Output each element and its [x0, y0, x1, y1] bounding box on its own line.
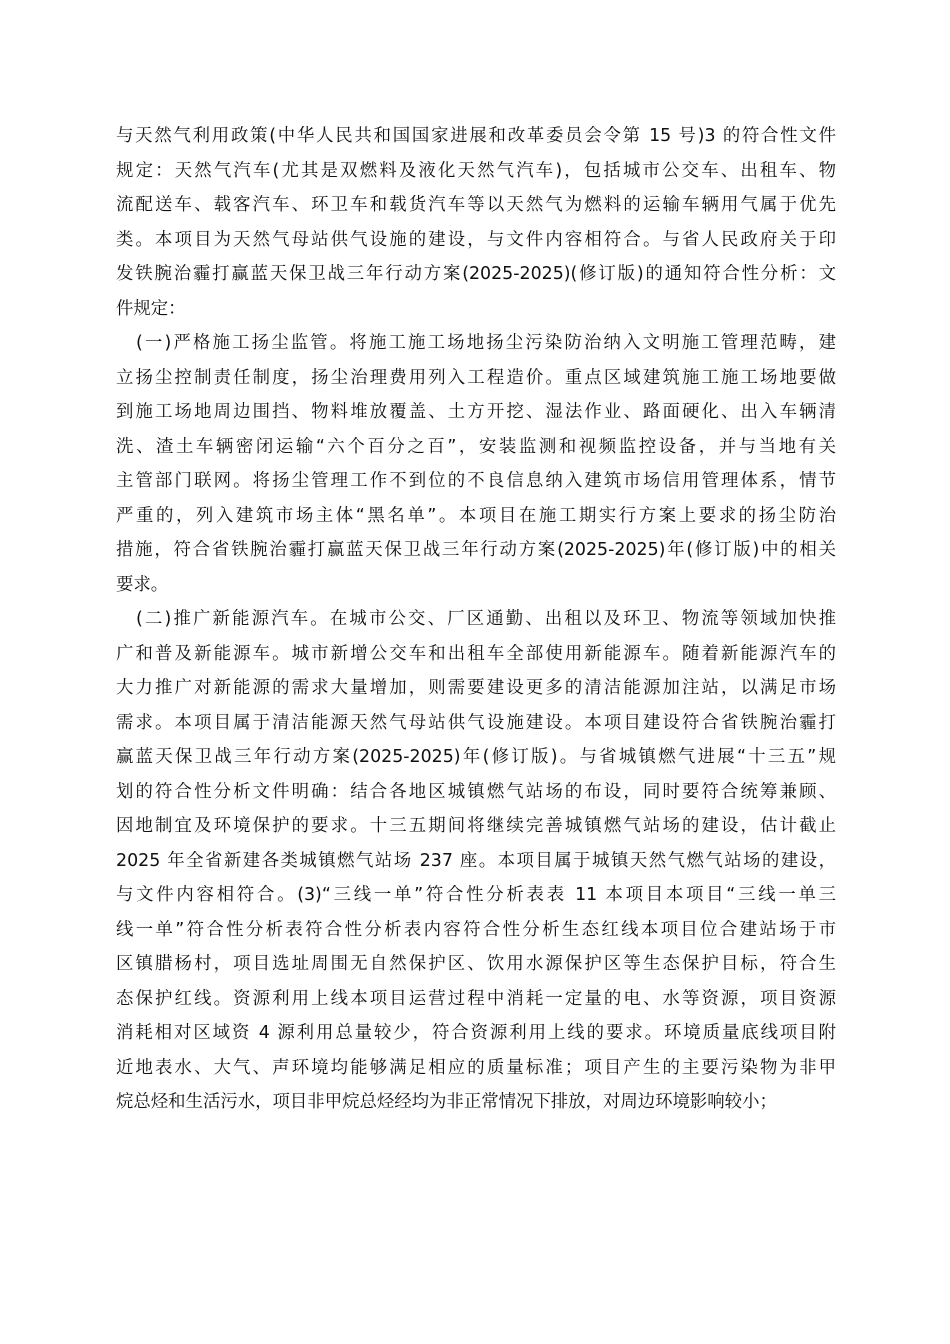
- text-line: 线一单”符合性分析表符合性分析表内容符合性分析生态红线本项目位合建站场于市: [116, 919, 836, 940]
- text-line: 赢蓝天保卫战三年行动方案(2025-2025)年(修订版)。与省城镇燃气进展“十三五”规: [116, 747, 836, 767]
- text-line: 区镇腊杨村，项目选址周围无自然保护区、饮用水源保护区等生态保护目标，符合生: [116, 954, 836, 974]
- text-line: 洗、渣土车辆密闭运输“六个百分之百”，安装监测和视频监控设备，并与当地有关: [116, 436, 836, 457]
- text-line: 大力推广对新能源的需求大量增加，则需要建设更多的清洁能源加注站，以满足市场: [116, 678, 836, 698]
- text-line: 主管部门联网。将扬尘管理工作不到位的不良信息纳入建筑市场信用管理体系，情节: [116, 471, 836, 491]
- text-line: 规定：天然气汽车(尤其是双燃料及液化天然气汽车)，包括城市公交车、出租车、物: [116, 160, 836, 181]
- text-line: 需求。本项目属于清洁能源天然气母站供气设施建设。本项目建设符合省铁腕治霾打: [116, 712, 836, 733]
- text-line: 划的符合性分析文件明确：结合各地区城镇燃气站场的布设，同时要符合统筹兼顾、: [116, 781, 836, 802]
- text-line: 要求。: [116, 574, 169, 595]
- text-line: 烷总烃和生活污水，项目非甲烷总烃经均为非正常情况下排放，对周边环境影响较小；: [116, 1092, 777, 1112]
- text-line: 流配送车、载客汽车、环卫车和载货汽车等以天然气为燃料的运输车辆用气属于优先: [116, 195, 836, 215]
- text-line: 态保护红线。资源利用上线本项目运营过程中消耗一定量的电、水等资源，项目资源: [116, 988, 836, 1009]
- text-line: 立扬尘控制责任制度，扬尘治理费用列入工程造价。重点区域建筑施工施工场地要做: [116, 367, 836, 388]
- text-line: 2025 年全省新建各类城镇燃气站场 237 座。本项目属于城镇天然气燃气站场的建设，: [116, 850, 836, 871]
- text-line: 因地制宜及环境保护的要求。十三五期间将继续完善城镇燃气站场的建设，估计截止: [116, 816, 836, 836]
- text-line: 到施工场地周边围挡、物料堆放覆盖、土方开挖、湿法作业、路面硬化、出入车辆清: [116, 402, 836, 422]
- text-line: 近地表水、大气、声环境均能够满足相应的质量标准；项目产生的主要污染物为非甲: [116, 1057, 836, 1078]
- text-line: 发铁腕治霾打赢蓝天保卫战三年行动方案(2025-2025)(修订版)的通知符合性分析：文: [116, 264, 836, 284]
- text-line: 严重的，列入建筑市场主体“黑名单”。本项目在施工期实行方案上要求的扬尘防治: [116, 505, 836, 526]
- paragraph-start-line: (二)推广新能源汽车。在城市公交、厂区通勤、出租以及环卫、物流等领域加快推: [136, 609, 836, 629]
- text-line: 与天然气利用政策(中华人民共和国国家进展和改革委员会令第 15 号)3 的符合性文件: [116, 126, 836, 146]
- text-line: 消耗相对区域资 4 源利用总量较少，符合资源利用上线的要求。环境质量底线项目附: [116, 1023, 836, 1043]
- text-line: 与文件内容相符合。(3)“三线一单”符合性分析表表 11 本项目本项目“三线一单三: [116, 885, 836, 905]
- body-text: [116, 119, 836, 1120]
- text-line: 措施，符合省铁腕治霾打赢蓝天保卫战三年行动方案(2025-2025)年(修订版)中的相关: [116, 540, 836, 560]
- text-line: 类。本项目为天然气母站供气设施的建设，与文件内容相符合。与省人民政府关于印: [116, 229, 836, 250]
- paragraph-start-line: (一)严格施工扬尘监管。将施工施工场地扬尘污染防治纳入文明施工管理范畴，建: [136, 333, 836, 353]
- text-line: 件规定：: [116, 298, 186, 319]
- text-line: 广和普及新能源车。城市新增公交车和出租车全部使用新能源车。随着新能源汽车的: [116, 643, 836, 664]
